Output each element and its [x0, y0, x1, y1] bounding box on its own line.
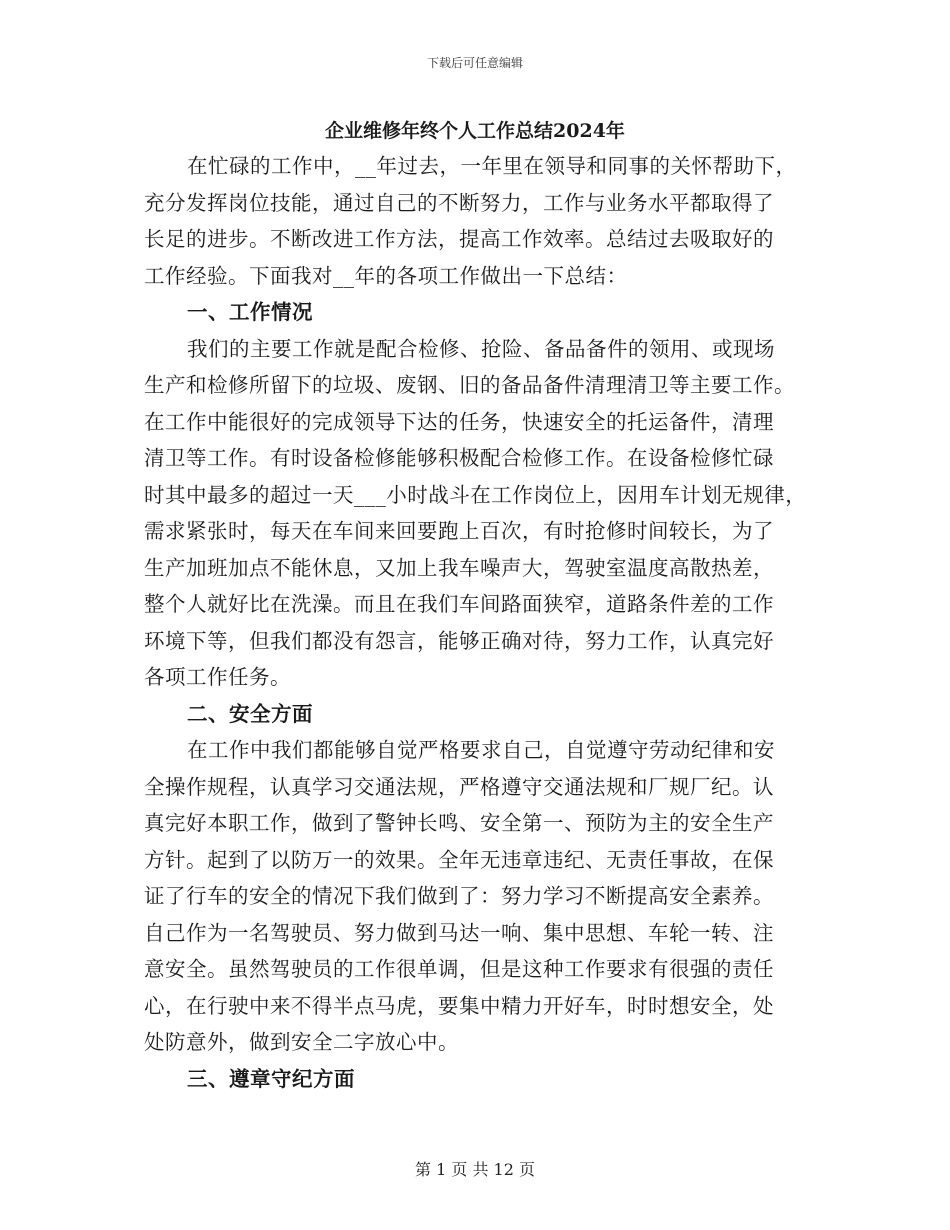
paragraph-line: 意安全。虽然驾驶员的工作很单调，但是这种工作要求有很强的责任 — [144, 957, 774, 981]
document-title: 企业维修年终个人工作总结2024年 — [325, 120, 625, 142]
paragraph-line: 方针。起到了以防万一的效果。全年无违章违纪、无责任事故，在保 — [144, 847, 774, 872]
paragraph-line: 心，在行驶中来不得半点马虎，要集中精力开好车，时时想安全，处 — [144, 993, 774, 1018]
paragraph-line: 在忙碌的工作中，__年过去，一年里在领导和同事的关怀帮助下， — [187, 154, 797, 178]
paragraph-line: 整个人就好比在洗澡。而且在我们车间路面狭窄，道路条件差的工作 — [144, 592, 774, 616]
paragraph-line: 需求紧张时，每天在车间来回要跑上百次，有时抢修时间较长，为了 — [144, 519, 774, 543]
section-heading: 二、安全方面 — [187, 701, 313, 726]
paragraph-line: 自己作为一名驾驶员、努力做到马达一响、集中思想、车轮一转、注 — [144, 920, 774, 945]
header-note: 下载后可任意编辑 — [426, 56, 523, 70]
paragraph-line: 处防意外，做到安全二字放心中。 — [144, 1030, 459, 1054]
paragraph-line: 环境下等，但我们都没有怨言，能够正确对待，努力工作，认真完好 — [144, 628, 774, 653]
paragraph-line: 真完好本职工作，做到了警钟长鸣、安全第一、预防为主的安全生产 — [144, 811, 774, 835]
paragraph-line: 清卫等工作。有时设备检修能够积极配合检修工作。在设备检修忙碌 — [144, 446, 774, 470]
paragraph-line: 工作经验。下面我对__年的各项工作做出一下总结： — [144, 263, 628, 288]
paragraph-line: 长足的进步。不断改进工作方法，提高工作效率。总结过去吸取好的 — [144, 227, 774, 251]
page-number-footer: 第 1 页 共 12 页 — [415, 1160, 535, 1179]
paragraph-line: 在工作中我们都能够自觉严格要求自己，自觉遵守劳动纪律和安 — [187, 738, 775, 762]
paragraph-line: 证了行车的安全的情况下我们做到了：努力学习不断提高安全素养。 — [144, 884, 774, 908]
document-body — [144, 148, 809, 1097]
section-heading: 三、遵章守纪方面 — [187, 1066, 355, 1091]
paragraph-line: 生产和检修所留下的垃圾、废钢、旧的备品备件清理清卫等主要工作。 — [144, 373, 795, 397]
paragraph-line: 在工作中能很好的完成领导下达的任务，快速安全的托运备件，清理 — [144, 409, 774, 434]
paragraph-line: 各项工作任务。 — [144, 665, 291, 689]
paragraph-line: 全操作规程，认真学习交通法规，严格遵守交通法规和厂规厂纪。认 — [144, 774, 774, 799]
paragraph-line: 我们的主要工作就是配合检修、抢险、备品备件的领用、或现场 — [187, 336, 775, 361]
paragraph-line: 生产加班加点不能休息，又加上我车噪声大，驾驶室温度高散热差， — [144, 555, 774, 580]
section-heading: 一、工作情况 — [187, 300, 313, 324]
paragraph-line: 充分发挥岗位技能，通过自己的不断努力，工作与业务水平都取得了 — [144, 190, 774, 215]
paragraph-line: 时其中最多的超过一天___小时战斗在工作岗位上，因用车计划无规律， — [144, 482, 807, 507]
